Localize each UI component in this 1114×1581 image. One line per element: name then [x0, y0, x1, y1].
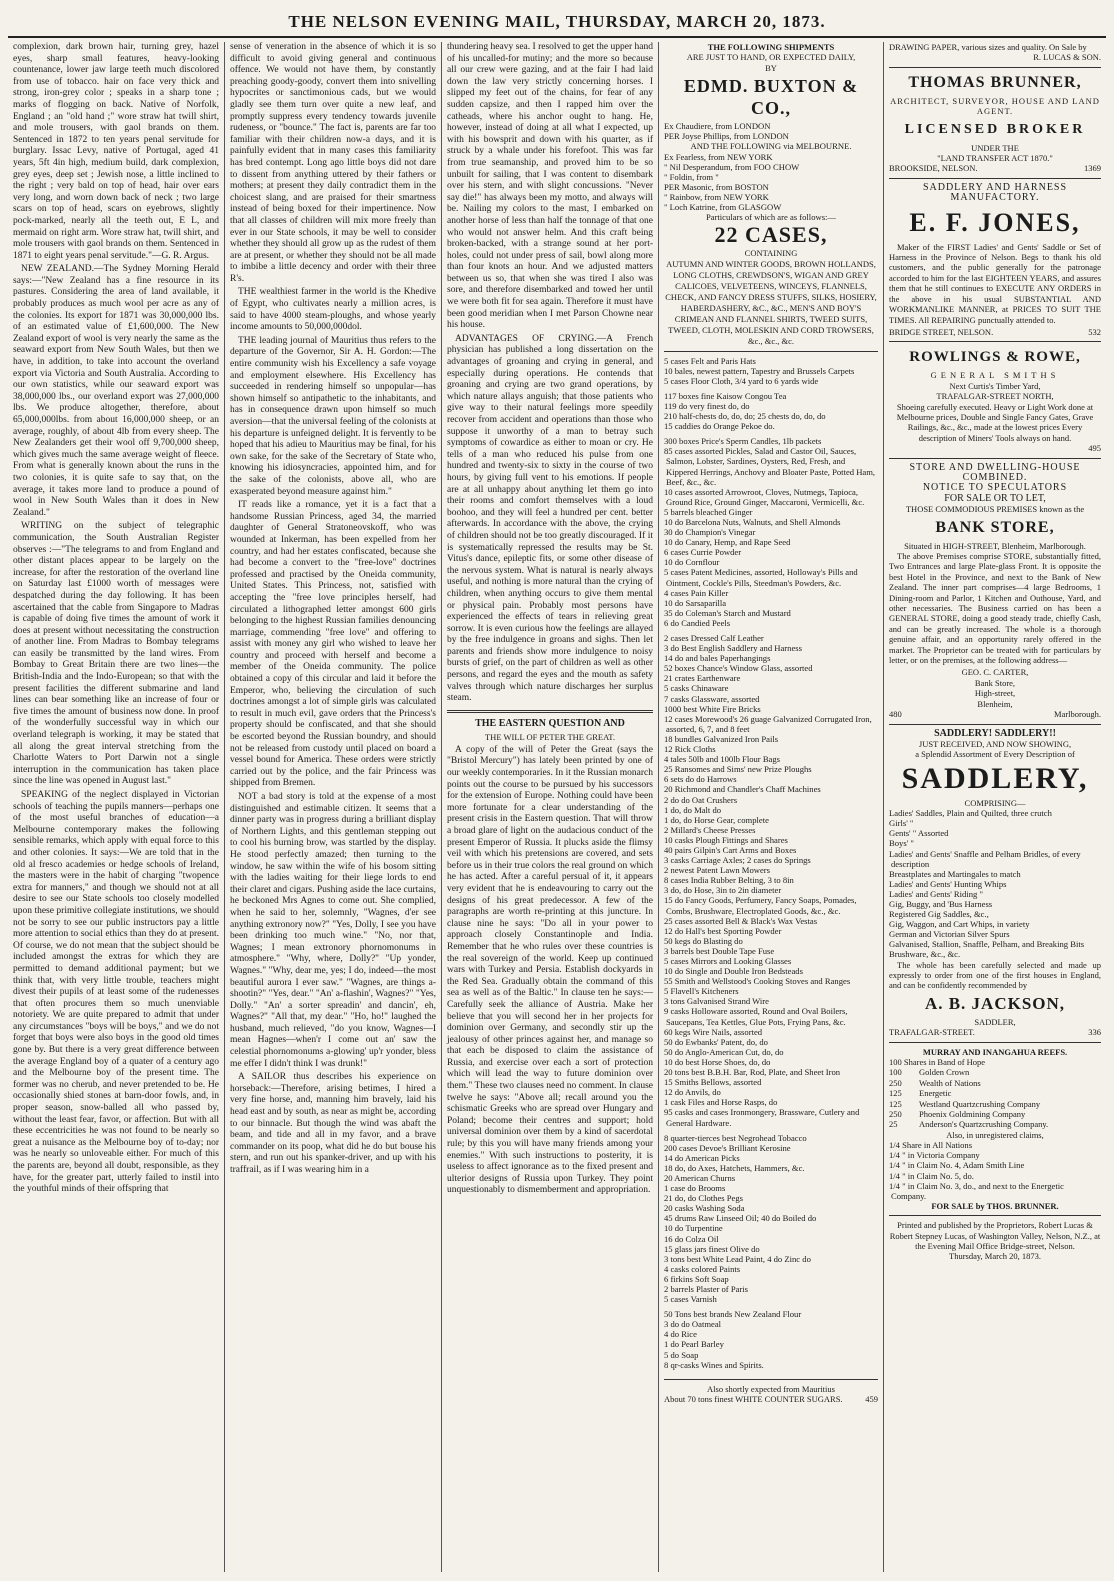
saddlery-big: SADDLERY, — [901, 761, 1089, 795]
goods-item: 2 cases Dressed Calf Leather — [664, 633, 764, 643]
goods-item: 21 crates Earthenware — [664, 673, 741, 684]
article-text: ADVANTAGES OF CRYING.—A French physician has published a long dissertation on the advantages of groaning and crying in general, and especially during operations. He contends that groaning and crying are two grand operations, by which nature allays anguish; that those patients who give way to their natural feelings more speedily recover from accident and operations than those who suppose it unworthy of a man to betray such symptoms of cowardice as either to moan or cry. He tells of a man who reduced his pulse from one hundred and twenty-six to sixty in the course of two hours, by giving full vent to his emotions. If people are at all unhappy about anything let them go into their rooms and comfort themselves with a loud boohoo, and they will feel a hundred per cent. better afterwards. In accordance with the above, the crying of children should not be too greatly discouraged. If it is systematically repressed the results may be St. Vitus's dance, epileptic fits, or some other disease of the nervous system. What is natural is nearly always useful, and nothing is more natural than the crying of children, when anything occurs to give them mental or physical pain. Probably most persons have experienced the effects of tears in relieving great sorrow. It is even curious how the feelings are allayed by the free indulgence in groans and sighs. Then let parents and friends show more indulgence to noisy bursts of grief, on the part of children as well as other persons, and regard the eyes and the mouth as safety valves through which nature discharges her surplus steam. — [447, 333, 653, 704]
ad-number: 336 — [1088, 1027, 1101, 1038]
reef-company: Westland Quartzcrushing Company — [919, 1098, 1041, 1109]
article-text: NEW ZEALAND.—The Sydney Morning Herald says:—"New Zealand has a fine resource in its pastures. Considering the area of land available, it probably produces as much wool per acre as any of the colonies. Its export for 1871 was 30,000,000 lbs. of an estimated value of £1,600,000. The New Zealand export of wool is very nearly the same as the seaward export from New South Wales, but then we have, in addition, to take into account the overland export via Victoria and South Australia. According to our own statistics, while our seaward export was 38,000,000 lbs., our overland export was 27,000,000 lbs. We produce altogether, therefore, about 65,000,000lbs. from about 16,000,000 sheep, or an average, roughly, of about 4lb from every sheep. The New Zealanders get their wool off 9,700,000 sheep, which gives much the same average weight of fleece. From what is generally known about the runs in the two colonies, it is quite safe to say that, on the average, it takes more land to produce a pound of wool in New South Wales than it does in New Zealand." — [13, 264, 219, 518]
saddlery-item: Gig, Waggon, and Cart Whips, in variety — [889, 919, 1030, 930]
goods-item: 3 tons Galvanised Strand Wire — [664, 996, 769, 1007]
ad-number: 480 — [889, 709, 902, 720]
ships-list — [664, 121, 878, 222]
saddlery-item: Breastplates and Martingales to match — [889, 868, 1021, 879]
store-name: BANK STORE, — [935, 518, 1055, 536]
goods-group — [664, 391, 878, 431]
goods-item: 6 do Candied Peels — [664, 617, 731, 628]
saddlery-item: Ladies' and Gents' Snaffle and Pelham Bridles, of every description — [889, 848, 1081, 869]
cases-count: 22 CASES, — [714, 222, 828, 248]
reef-row — [889, 1099, 1101, 1109]
goods-item: 12 do Hall's best Sporting Powder — [664, 925, 782, 936]
goods-item: 5 cases Felt and Paris Hats — [664, 355, 756, 366]
rowlings-name: ROWLINGS & ROWE, — [909, 349, 1081, 366]
imprint: Printed and published by the Proprietors, Robert Lucas & Robert Stepney Lucas, of Washington Valley, Nelson, N.Z., at the Evening Mail Office Bridge-street, Nelson. — [889, 1220, 1101, 1251]
goods-item: 200 cases Devoe's Brilliant Kerosine — [664, 1142, 791, 1153]
goods-item: 55 Smith and Wellstood's Cooking Stoves and Ranges — [664, 976, 851, 987]
goods-item: 50 do Anglo-American Cut, do, do — [664, 1046, 784, 1057]
goods-item: 210 half-chests do, do, do; 25 chests do, do, do — [664, 411, 826, 422]
containing-label: CONTAINING — [744, 248, 798, 259]
brunner-under: UNDER THE — [971, 142, 1019, 153]
ship-line: Ex Chaudiere, from LONDON — [664, 121, 771, 132]
ad-number: 1369 — [1084, 163, 1101, 174]
jones-heading: SADDLERY AND HARNESS MANUFACTORY. — [922, 181, 1068, 204]
divider — [664, 1379, 878, 1380]
column-4-shipments-ad — [659, 42, 884, 1572]
goods-item: 3 do Best English Saddlery and Harness — [664, 643, 802, 654]
goods-item: 4 cases Pain Killer — [664, 587, 729, 598]
goods-item: 6 cases Currie Powder — [664, 547, 742, 558]
rowlings-line: Next Curtis's Timber Yard, — [949, 380, 1041, 391]
saddlery-item: German and Victorian Silver Spurs — [889, 929, 1010, 940]
divider — [889, 67, 1101, 68]
ad-number: 495 — [1088, 443, 1101, 454]
goods-item: 10 do best Horse Shoes, do, do — [664, 1056, 771, 1067]
goods-item: 3 do, do Hose, 3in to 2in diameter — [664, 885, 782, 896]
store-marlborough: Marlborough. — [1054, 709, 1101, 720]
saddlery-item: Boys' " — [889, 838, 914, 849]
goods-item: 3 do do Oatmeal — [664, 1319, 722, 1330]
ship-line: Particulars of which are as follows:— — [705, 212, 837, 223]
goods-group — [664, 436, 878, 628]
ship-line: AND THE FOLLOWING via MELBOURNE. — [690, 141, 852, 152]
goods-item: 10 do Cornflour — [664, 557, 720, 568]
goods-item: 8 cases India Rubber Belting, 3 to 8in — [664, 875, 794, 886]
saddlery-name: A. B. JACKSON, — [924, 993, 1066, 1013]
saddlery-item: Ladies' and Gents' Riding " — [889, 888, 983, 899]
ship-line: " Rainbow, from NEW YORK — [664, 191, 769, 202]
saddlery-item: Registered Gig Saddles, &c., — [889, 909, 989, 920]
goods-groups — [664, 356, 878, 1375]
saddlery-item: Gig, Buggy, and 'Bus Harness — [889, 898, 993, 909]
ad-line: BY — [765, 62, 777, 73]
reef-shares: 250 — [889, 1077, 902, 1088]
column-2 — [225, 42, 442, 1572]
saddlery-list — [889, 808, 1101, 959]
goods-item: 2 Millard's Cheese Presses — [664, 824, 756, 835]
store-text: The above Premises comprise STORE, substantially fitted, Two Entrances and large Plate-glass Front. It is opposite the best Hotel in the Province, and next to the Bank of New Zealand. The inner part comprises—4 large Bedrooms, 1 Dining-room and Parlor, 1 Kitchen and Outhouse, Yard, and other necessaries. The Business carried on has been a GENERAL STORE, doing a good steady trade, chiefly Cash, and can be greatly increased. The whole is a thorough genuine affair, and an opportunity rarely offered in the market. The Proprietor can be treated with for particulars by letter, or on the premises, at the following address— — [889, 551, 1101, 666]
goods-item: 14 do American Picks — [664, 1152, 740, 1163]
article-heading: THE EASTERN QUESTION AND — [475, 717, 625, 729]
saddlery-title: SADDLER, — [974, 1016, 1016, 1027]
goods-item: 20 casks Washing Soda — [664, 1203, 745, 1214]
goods-item: 18 do, do Axes, Hatchets, Hammers, &c. — [664, 1162, 805, 1173]
divider — [889, 1215, 1101, 1216]
expected-line: Also shortly expected from Mauritius — [707, 1383, 835, 1394]
rowlings-sub: GENERAL SMITHS — [930, 370, 1060, 381]
reef-shares: 125 — [889, 1098, 902, 1109]
goods-item: 3 casks Carriage Axles; 2 cases do Springs — [664, 855, 811, 866]
goods-group — [664, 1309, 878, 1370]
jones-address: BRIDGE STREET, NELSON. — [889, 326, 994, 337]
divider — [889, 724, 1101, 725]
divider — [447, 710, 653, 713]
goods-group — [664, 356, 878, 386]
column-1 — [8, 42, 225, 1572]
goods-group — [664, 1133, 878, 1305]
store-sale: FOR SALE OR TO LET, — [944, 492, 1046, 504]
reef-unregistered-item: 1/4 " in Claim No. 4, Adam Smith Line — [889, 1160, 1025, 1171]
goods-item: 6 sets do do Harrows — [664, 774, 737, 785]
expected-row — [664, 1394, 878, 1404]
divider — [889, 458, 1101, 459]
column-3 — [442, 42, 659, 1572]
goods-item: 12 do Anvils, do — [664, 1087, 721, 1098]
article-text: WRITING on the subject of telegraphic communication, the South Australian Register observes :—"The telegrams to and from England and other distant places appear to be largely on the increase, for after the restoration of the overland line on Saturday last £1000 worth of messages were despatched during the day following. It has been ascertained that the cable from Singapore to Madras is capable of doing five times the amount of work it does at present without necessitating the construction of another line. From Madras to Bombay telegrams can easily be transmitted by the land wires. From Bombay to Great Britain there are two lines—the British-India and the Indo-European; so that with the present facilities the different submarine and land lines can bear something like an increase of four or five times the amount of business now done. In proof of the wonderfully successful way in which our overland telegraph is working, it may be stated that all along the great interval stretching from the Charlotte Waters to Port Darwin not a single interruption in the communication has taken place since the line was opened in August last." — [13, 521, 219, 787]
reefs-also: Also, in unregistered claims, — [946, 1129, 1044, 1140]
goods-item: 52 boxes Chance's Window Glass, assorted — [664, 663, 813, 674]
goods-item: 10 do Sarsaparilla — [664, 597, 727, 608]
brunner-title: ARCHITECT, SURVEYOR, HOUSE AND LAND AGENT. — [890, 95, 1100, 117]
goods-item: 3 barrels best Double Tape Fuse — [664, 945, 775, 956]
brunner-licence: LICENSED BROKER — [904, 121, 1086, 137]
masthead-title: THE NELSON EVENING MAIL, THURSDAY, MARCH 20, 1873. — [288, 12, 826, 31]
rowlings-line: Shoeing carefully executed. Heavy or Light Work done at Melbourne prices, Double and Single Fancy Gates, Grave Railings, &c., &c., made at the lowest prices Every description of Miners' Tools always on hand. — [896, 401, 1094, 443]
goods-item: 5 do Soap — [664, 1349, 699, 1360]
article-text: A copy of the will of Peter the Great (says the "Bristol Mercury") has lately been printed by one of our weekly contemporaries. In it the Russian monarch points out the course to be pursued by his successors for the extension of Europe. Nothing could have been more fortunate for a clear understanding of the present crisis in the Eastern question. That will throw a broad glare of light on the audacious conduct of the present Emperor of Russia. It plucks aside the flimsy veil with which his pretensions are covered, and sets before us in their true colors the real ground on which he has acted. After a careful persual of it, it appears very evident that he is endeavouring to carry out the designs of his great predecessor. A few of the paragraphs are worth re-printing at this juncture. In clause nine he says: "Do all in your power to approach closely Constantinople and India. Remember that he who rules over these countries is the real sovereign of the world. Keep up continued wars with Turkey and Persia. Establish dockyards in the Red Sea. Gradually obtain the command of this sea as well as of the Baltic." In clause ten he says:—Carefully seek the alliance of Austria. Make her believe that you will second her in her projects for dominion over Germany, and secondly stir up the jealousy of other princes against her, and manage so that each be disposed to claim the assistance of Russia, and exercise over each a sort of protection which will lead the way to future dominion over them." These two clauses need no comment. In clause twelve he says: "Above all; recall around you the schismatic Greeks who are spread over Hungary and Poland; become their centres and support; hold universal dominion over them by a kind of sacerdotal rule; by this you will have many friends among your enemies." With such instructions to posterity, it is useless to affect ignorance as to the fixed present and ulterior designs of Russia upon Turkey. They point unquestionably to dismemberment and appropriation. — [447, 744, 653, 1196]
goods-item: 5 Flavell's Kitcheners — [664, 986, 739, 997]
goods-item: 5 cases Patent Medicines, assorted, Holloway's Pills and Ointment, Cockle's Pills, Steedman's Powders, &c. — [664, 567, 858, 588]
goods-item: 8 quarter-tierces best Negrohead Tobacco — [664, 1132, 807, 1143]
goods-item: 20 Richmond and Chandler's Chaff Machines — [664, 784, 821, 795]
reef-shares: 25 — [889, 1119, 898, 1130]
reef-company: Energetic — [919, 1088, 952, 1099]
goods-item: 5 barrels bleached Ginger — [664, 506, 753, 517]
goods-item: 1 do Pearl Barley — [664, 1339, 724, 1350]
reef-company: Wealth of Nations — [919, 1077, 981, 1088]
firm-name: EDMD. BUXTON & CO., — [683, 76, 859, 119]
goods-item: 5 cases Floor Cloth, 3/4 yard to 6 yards wide — [664, 375, 819, 386]
goods-item: 45 drums Raw Linseed Oil; 40 do Boiled do — [664, 1213, 817, 1224]
goods-item: 14 do and bales Paperhangings — [664, 653, 771, 664]
column-5-ads — [884, 42, 1106, 1572]
goods-item: 10 do Barcelona Nuts, Walnuts, and Shell Almonds — [664, 516, 841, 527]
goods-item: 1 case do Brooms — [664, 1183, 726, 1194]
ad-line: THE FOLLOWING SHIPMENTS — [707, 42, 835, 52]
article-text: A SAILOR thus describes his experience on horseback:—Therefore, arising betimes, I hired a very fine horse, and, manning him bravely, laid his head east and by south, as near as might be, according to our binnacle. But though the wind was abaft the beam, and tide and all in my favor, and a brave commander on its poop, what did he do but bouse his stern, and run out his spanker-driver, and up with his traffrail, as if I was wearing him in a — [230, 1072, 436, 1175]
goods-item: 10 do Canary, Hemp, and Rape Seed — [664, 537, 791, 548]
saddlery-address-row — [889, 1027, 1101, 1037]
goods-item: 1 do, do Malt do — [664, 804, 722, 815]
saddlery-item: Brushware, &c., &c. — [889, 949, 961, 960]
goods-description: AUTUMN AND WINTER GOODS, BROWN HOLLANDS, LONG CLOTHS, CREWDSON'S, WIGAN AND GREY CALICOES, VELVETEENS, WINCEYS, FLANNELS, CHECK, AND FANCY DRESS STUFFS, SILKS, HOSIERY, HABERDASHERY, &C., &C., MEN'S AND BOY'S CRIMEAN AND FLANNEL SHIRTS, TWEED SUITS, TWEED, CLOTH, MOLESKIN AND CORD TROWSERS, &c., &c., &c. — [665, 258, 877, 346]
goods-item: 15 glass jars finest Olive do — [664, 1243, 760, 1254]
saddlery-item: Galvanised, Stallion, Snaffle, Pelham, and Breaking Bits — [889, 939, 1085, 950]
divider — [889, 178, 1101, 179]
goods-item: 15 Smiths Bellows, assorted — [664, 1077, 762, 1088]
ship-line: Ex Fearless, from NEW YORK — [664, 151, 773, 162]
reef-row — [889, 1067, 1101, 1077]
goods-item: 2 do do Oat Crushers — [664, 794, 738, 805]
ad-number: 459 — [865, 1394, 878, 1405]
reefs-sale: FOR SALE by THOS. BRUNNER. — [931, 1200, 1059, 1211]
goods-item: 8 qr-casks Wines and Spirits. — [664, 1359, 764, 1370]
goods-item: 10 do Single and Double Iron Bedsteads — [664, 966, 803, 977]
goods-item: 2 barrels Plaster of Paris — [664, 1284, 749, 1294]
goods-item: 5 cases Mirrors and Looking Glasses — [664, 956, 792, 966]
goods-item: 15 do Fancy Goods, Perfumery, Fancy Soaps, Pomades, Combs, Brushware, Electroplated Goods, &c., &c. — [664, 895, 857, 916]
article-subheading: THE WILL OF PETER THE GREAT. — [484, 731, 615, 742]
goods-item: 25 Ransomes and Sims' new Prize Ploughs — [664, 764, 812, 775]
jones-text: Maker of the FIRST Ladies' and Gents' Saddle or Set of Harness in the Province of Nelson. Begs to thank his old customers, and the public generally for the patronage accorded to him for the last EIGHTEEN YEARS, and assures them that he still continues to EXECUTE ANY ORDERS in the above in his usual SUBSTANTIAL AND WORKMANLIKE MANNER, at PRICES TO SUIT THE TIMES. All REPAIRING punctually attended to. — [889, 241, 1101, 325]
goods-item: 50 kegs do Blasting do — [664, 935, 743, 946]
goods-item: 20 tons best B.B.H. Bar, Rod, Plate, and Sheet Iron — [664, 1067, 841, 1078]
jones-address-row — [889, 327, 1101, 337]
goods-item: 4 casks colored Paints — [664, 1263, 741, 1274]
goods-item: 10 bales, newest pattern, Tapestry and Brussels Carpets — [664, 365, 855, 376]
store-sign: Bank Store, — [974, 677, 1016, 688]
goods-item: 35 do Coleman's Starch and Mustard — [664, 607, 791, 618]
goods-item: 1 do, do Horse Gear, complete — [664, 814, 769, 825]
article-text: SPEAKING of the neglect displayed in Victorian schools of teaching the pupils manners—perhaps one of the most useful branches of education—a Melbourne contemporary makes the following sensible remarks, which apply with equal force to this and other colonies. It says:—We are told that in the old al fresco academies or hedge schools of Ireland, the masters were in the habit of charging "twopence extra for manners," and though we should not at all desire to see our State schools too closely modelled upon these primitive collegiate institutions, we should not be sorry to see our public instructors pay a little more attention to social ethics than they do at present. Of course, we do not mean that the subject should be included amongst the extras for which they are permitted to demand additional payment; but we think that, with very little trouble, teachers might divest their pupils of at least some of the rudenesses that often procures them so much unenviable notoriety. We are quite prepared to admit that under any circumstances "boys will be boys," and we do not forget that boys were also boys in the good old times gone by. But there is a very great difference between the average England boy of a quater of a century ago and the Melbourne boy of the present time. The former was no cherub, and never pretended to be. He occasionally shied stones at barn-door fowls, and, in proper season, snow-balled all who passed by, without the least fear, favor, or affection. But with all these eccentricities he was not found to be nearly so great a nuisance as the Melbourne boy of to-day; nor was he nearly so unloveable either. For much of this the parents are, beyond all doubt, responsible, as they have, for the greater part, utterly failed to instil into the youthful minds of their offspring that — [13, 790, 219, 1195]
ad-number: 532 — [1088, 326, 1101, 337]
masthead — [8, 6, 1106, 38]
divider — [889, 1042, 1101, 1043]
article-text: sense of veneration in the absence of which it is so difficult to avoid giving general and continuous offence. We would not have them, by constantly preaching goody-goody, convert them into snivelling hypocrites or sanctimonious cads, but we would gladly see them turn over quite a new leaf, and promptly suppress every tendency towards juvenile rudeness, or "bounce." The fact is, parents are far too familiar with their children now-a days, and it is painfully evident that in many cases this familiarity has bred contempt. Long ago little boys did not dare to dissent from anything uttered by their fathers or mothers; at present they daily contradict them in the choicest slang, and are praised for their smartness instead of being boxed for their impertinence. Now that all classes of children will mix more freely than ever in our State schools, it may be well to consider whether they should all grow up as the rudest of them are at present, or whether they should not be all made to imbibe a little decency and order with their three R's. — [230, 42, 436, 284]
reef-shares: 125 — [889, 1088, 902, 1099]
store-sign: GEO. C. CARTER, — [961, 667, 1029, 678]
reef-shares: 250 — [889, 1109, 902, 1119]
ship-line: " Nil Desperandum, from FOO CHOW — [664, 161, 800, 172]
reefs-unregistered — [889, 1140, 1101, 1201]
reef-shares: 100 — [889, 1067, 902, 1078]
article-text: THE wealthiest farmer in the world is the Khedive of Egypt, who cultivates nearly a million acres, is said to have 4000 steam-ploughs, and whose yearly income amounts to 50,000,000dol. — [230, 287, 436, 333]
ship-line: " Loch Katrine, from GLASGOW — [664, 201, 782, 212]
article-text: THE leading journal of Mauritius thus refers to the departure of the Governor, Sir A. H. Gordon:—The entire community wish his Excellency a safe voyage and employment elsewhere. His Excellency has succeeded in rendering himself so unpopular—has shown himself so antipathetic to the inhabitants, and has in consequence drawn upon himself so much aversion—that the universal feeling of the colonists at his departure is unfeigned delight. It is fervently to be hoped that his adieu to Mauritius may be final, for his own sake, for the sake of the Secretary of State who, knowing his idiosyncracies, appointed him, and for the sake of the colonists, above all, who are exasperated beyond measure against him." — [230, 335, 436, 497]
goods-item: 1 cask Files and Horse Rasps, do — [664, 1097, 778, 1108]
goods-item: 50 Tons best brands New Zealand Flour — [664, 1309, 802, 1320]
store-notice: NOTICE TO SPECULATORS — [922, 482, 1068, 494]
reefs-heading: MURRAY AND INANGAHUA REEFS. — [922, 1046, 1068, 1057]
spacer — [664, 1370, 878, 1375]
store-sign: High-street, — [974, 688, 1016, 699]
columns — [8, 42, 1106, 1572]
goods-item: 119 do very finest do, do — [664, 400, 750, 411]
goods-item: 2 newest Patent Lawn Mowers — [664, 865, 770, 876]
goods-item: 117 boxes fine Kaisow Congou Tea — [664, 390, 787, 401]
goods-item: 4 do Rice — [664, 1329, 697, 1340]
goods-item: 6 firkins Soft Soap — [664, 1273, 729, 1284]
store-sign: Blenheim, — [977, 698, 1013, 709]
brunner-name: THOMAS BRUNNER, — [908, 73, 1082, 91]
divider — [664, 351, 878, 352]
saddlery-text: The whole has been carefully selected and made up expressly to order from one of the first houses in England, and can be confidently recommended by — [889, 959, 1101, 991]
goods-item: 21 do, do Clothes Pegs — [664, 1193, 744, 1204]
saddlery-just: JUST RECEIVED, AND NOW SHOWING, — [918, 738, 1072, 749]
goods-group — [664, 633, 878, 1128]
goods-item: 3 tons best White Lead Paint, 4 do Zinc do — [664, 1253, 811, 1264]
saddlery-item: Girls' " — [889, 818, 914, 829]
reef-unregistered-item: 1/4 Share in All Nations — [889, 1140, 973, 1151]
reef-company: Anderson's Quartzcrushing Company. — [919, 1119, 1049, 1130]
brunner-address: BROOKSIDE, NELSON. — [889, 163, 978, 174]
ship-line: " Foldin, from " — [664, 171, 719, 182]
goods-item: 60 kegs Wire Nails, assorted — [664, 1026, 763, 1037]
goods-item: 18 bundles Galvanized Iron Pails — [664, 733, 779, 744]
rowlings-line: TRAFALGAR-STREET NORTH, — [936, 391, 1054, 402]
reef-row — [889, 1119, 1101, 1129]
goods-item: 5 casks Chinaware — [664, 683, 729, 694]
goods-item: 95 casks and cases Ironmongery, Brassware, Cutlery and General Hardware. — [664, 1107, 860, 1128]
store-those: THOSE COMMODIOUS PREMISES known as the — [905, 504, 1085, 515]
goods-item: 4 tales 50lb and 100lb Flour Bags — [664, 754, 781, 765]
goods-item: 30 do Champion's Vinegar — [664, 527, 756, 538]
ship-line: PER Joyse Phillips, from LONDON — [664, 131, 789, 142]
divider — [889, 341, 1101, 342]
reef-unregistered-item: 1/4 " in Victoria Company — [889, 1150, 980, 1161]
article-text: thundering heavy sea. I resolved to get the upper hand of his uncalled-for mutiny; and the more so because all our crew were gazing, and at the fair I had laid down the law very strictly concerning horses. I slipped my feet out of the chains, for fear of any sudden capsize, and then I rapped him over the catheads, where his anchor ought to hang. He, however, instead of doing at all what I expected, up with his bowsprit and down with his quarter, as if struck by a whale under his forefoot. This was far from true seamanship, and proved him to be so unbuilt for sailing, that I was content to disembark over his stern, and with slight concussions. "Never say die!" has always been my motto, and always will be. Nailing my colors to the mast, I embarked on another horse of less than half the tonnage of that one who would not answer helm. And this craft being broken-backed, with a strange sound at her port-holes, could not under press of sail, bowl along more than four knots an hour. And we adjusted matters between us so, that when she was tired I also was sore, and therefore disembarked and towed her until we were both fit for sea again. Therefore it must have been good meridian when I met Parson Chowne near his house. — [447, 42, 653, 331]
saddlery-item: Ladies' Saddles, Plain and Quilted, three crutch — [889, 808, 1052, 819]
saddlery-assort: a Splendid Assortment of Every Description of — [915, 749, 1075, 760]
goods-item: 10 casks Plough Fittings and Shares — [664, 834, 788, 845]
saddlery-address: TRAFALGAR-STREET. — [889, 1027, 975, 1038]
goods-item: 10 do Turpentine — [664, 1223, 723, 1234]
goods-item: 20 American Churns — [664, 1172, 736, 1183]
saddlery-comprising: COMPRISING— — [964, 797, 1026, 808]
saddlery-heading: SADDLERY! SADDLERY!! — [934, 727, 1056, 739]
goods-item: 15 caddies do Orange Pekoe do. — [664, 421, 775, 432]
goods-item: 16 do Colza Oil — [664, 1233, 719, 1244]
reefs-lead: 100 Shares in Band of Hope — [889, 1056, 986, 1067]
store-sign-row — [889, 709, 1101, 719]
brunner-address-row — [889, 163, 1101, 173]
goods-item: 12 Rick Cloths — [664, 744, 716, 755]
reefs-list — [889, 1067, 1101, 1129]
goods-item: 12 cases Morewood's 26 guage Galvanized Corrugated Iron, assorted, 6, 7, and 8 feet — [664, 713, 872, 734]
goods-item: 9 casks Holloware assorted, Round and Oval Boilers, Saucepans, Tea Kettles, Glue Pots, Frying Pans, &c. — [664, 1006, 848, 1027]
goods-item: 25 cases assorted Bell & Black's Wax Vestas — [664, 915, 818, 926]
article-text: NOT a bad story is told at the expense of a most distinguished and estimable citizen. It seems that a dinner party was in progress during a brilliant display of Northern Lights, and this gentleman stepping out to cool his burning brow, was startled by the display. He stood perfectly amazed; then turning to the window, he saw within the wife of his bosom sitting with the ladies waiting for their liege lords to end their claret and cigars. Pushing aside the lace curtains, he beckoned Mrs Agnes to come out. She complied, when he said to her, solemnly, "Wagnes, d'er see anything extronory now?" "Yes, Dolly, I see you have been drinking too much wine." "No, nor that, Wagnes; I mean extronory phornomonums in atmosphere." "Why, where, Dolly?" "Up yonder, Wagnes." "Why, dear me, yes; I do, indeed—the most beautiful aurora I ever saw." "Wagnes, are things a-shootin?" "Yes, dear." "An' a-flashin', Wagnes?" "Yes, Dolly." "An' a sorter spreadin' and dancin', eh, Wagnes?" "All that, my dear." "Ho, ho!" laughed the husband, much relieved, "do you know, Wagnes—I mean Hagnes—when'r I come out an' saw the celestial phornomonums a-glowing' up'r yonder, bless me effer I didn't think I was drunk!" — [230, 792, 436, 1069]
ship-line: PER Masonic, from BOSTON — [664, 181, 769, 192]
reef-row — [889, 1078, 1101, 1088]
goods-item: 40 pairs Gilpin's Cart Arms and Boxes — [664, 844, 797, 855]
goods-item: 85 cases assorted Pickles, Salad and Castor Oil, Sauces, Salmon, Lobster, Sardines, Oysters, Red, Fresh, and Kippered Herrings, Anchovy and Bloater Paste, Potted Ham, Beef, &c., &c. — [664, 446, 876, 487]
article-text: IT reads like a romance, yet it is a fact that a handsome Russian Princess, aged 34, the married daughter of General Stratoneovskoff, who was wounded at Inkerman, has been expelled from her country, and had her estates confiscated, because she had become a convert to the "free-love" doctrines professed and practised by the Oneida community, United States. This Princess, not, satisfied with accepting the "free love principles herself, had circulated a lithographed letter amongst 600 girls belonging to the highest Russian families denouncing marriage, commending "free love" and offering to assist with money any girl who wished to leave her country and proceed with herself and become a member of the Oneida community. The police obtained a copy of this circular and laid it before the Emperor, who, believing the circulation of such doctrines amongst a lot of simple girls was calculated to result in much evil, gave orders that the Princess's property should be confiscated, and that she should be escorted beyond the Russian boundry, and should not be released from custody until placed on board a vessel bound for America. These orders were strictly carried out by the police, and the fair Princess was shipped from Bremen. — [230, 500, 436, 789]
article-text: complexion, dark brown hair, turning grey, hazel eyes, sharp small features, heavy-looking countenance, lower jaw large teeth much discolored from use of tobacco. hair on face very thick and strong, iron-grey color ; speaks in a sharp tone ; marks of flogging on back. Native of Norfolk, England ; an "old hand ;" wore straw hat twill shirt, and mole trousers, with gaol brands on them. Sentenced in 1872 to ten years penal servitude for burglary. Issac Levy, native of Portugal, aged 41 years, 5ft 4in high, medium build, dark complexion, grey eyes, deep set ; Jewish nose, a little inclined to the right ; very bald on top of head, hair over ears very long, and worn down back of neck ; two large scars on top of head, scars on eyebrows, slightly pock-marked, nearly all the teeth out, E L, and mermaid on right arm. Wore straw hat, twill shirt, and mole trousers with gaol brands on them. Sentenced in 1871 to eight years penal servitude."—G. R. Argus. — [13, 42, 219, 261]
store-location: Situated in HIGH-STREET, Blenheim, Marlborough. — [904, 540, 1086, 551]
jones-name: E. F. JONES, — [909, 207, 1081, 237]
imprint-date: Thursday, March 20, 1873. — [949, 1251, 1041, 1262]
goods-item: 7 casks Glassware, assorted — [664, 693, 760, 704]
goods-item: 10 cases assorted Arrowroot, Cloves, Nutmegs, Tapioca, Ground Rice, Ground Ginger, Maccaroni, Vermicelli, &c. — [664, 486, 865, 507]
store-heading: STORE AND DWELLING-HOUSE COMBINED. — [909, 461, 1081, 483]
goods-item: 1000 best White Fire Bricks — [664, 703, 761, 714]
goods-item: 50 do Ewbanks' Patent, do, do — [664, 1036, 768, 1047]
goods-item: 300 boxes Price's Sperm Candles, 1lb packets — [664, 436, 822, 447]
drawing-paper-ad: DRAWING PAPER, various sizes and quality. On Sale by — [889, 42, 1087, 52]
reef-row — [889, 1109, 1101, 1119]
reef-company: Golden Crown — [919, 1067, 970, 1078]
drawing-paper-sign: R. LUCAS & SON. — [1033, 52, 1101, 63]
saddlery-item: Ladies' and Gents' Hunting Whips — [889, 878, 1007, 889]
reef-company: Phoenix Goldmining Company — [919, 1109, 1026, 1119]
ad-line: ARE JUST TO HAND, OR EXPECTED DAILY, — [686, 52, 856, 63]
reef-row — [889, 1088, 1101, 1098]
expected-sugar: About 70 tons finest WHITE COUNTER SUGARS. — [664, 1394, 843, 1405]
reef-unregistered-item: 1/4 " in Claim No. 3, do., and next to the Energetic Company. — [889, 1180, 1064, 1201]
saddlery-item: Gents' " Assorted — [889, 828, 949, 839]
brunner-act: "LAND TRANSFER ACT 1870." — [937, 153, 1053, 164]
goods-item: 5 cases Varnish — [664, 1294, 717, 1305]
reef-unregistered-item: 1/4 " in Claim No. 5, do. — [889, 1170, 974, 1181]
